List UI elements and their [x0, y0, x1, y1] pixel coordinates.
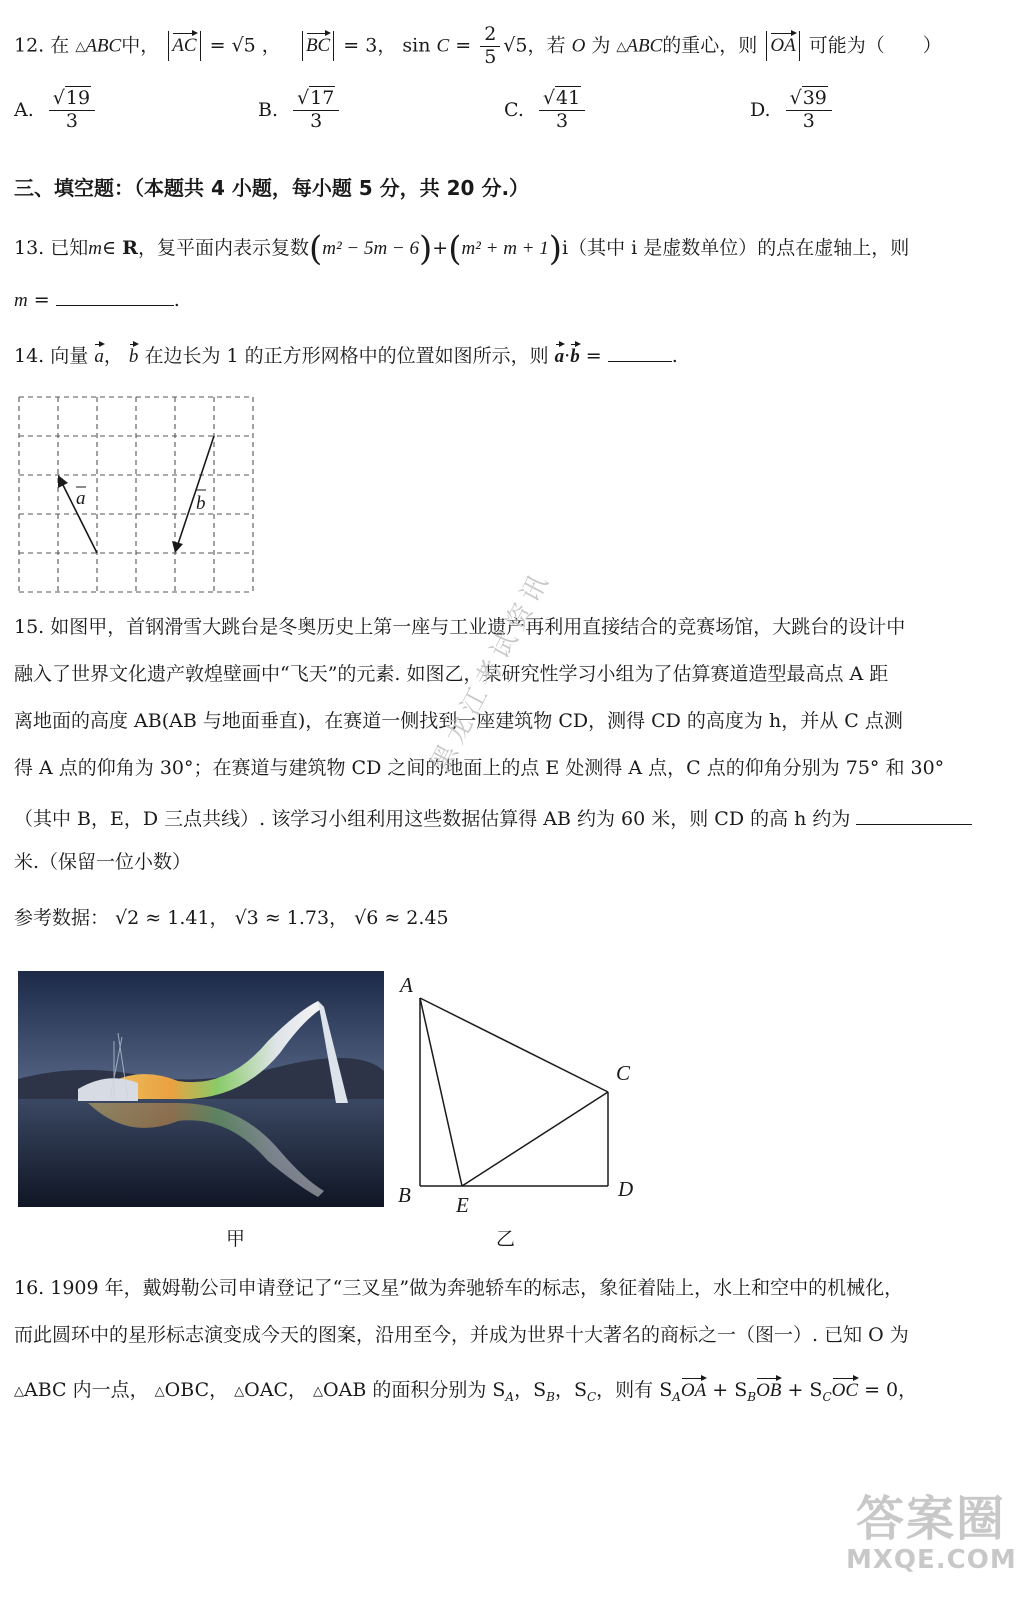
abs-bar — [168, 31, 169, 61]
segment-ec — [462, 1092, 608, 1186]
vector-oa: OA — [680, 1380, 707, 1401]
q16-line-1: 16. 1909 年，戴姆勒公司申请登记了“三叉星”做为奔驰轿车的标志，象征着陆上，水上和空中的机械化， — [14, 1277, 904, 1299]
triangle-symbol: △ — [616, 39, 627, 55]
point-b-label: B — [398, 1183, 411, 1207]
site-logo-watermark — [846, 1480, 1016, 1575]
caption-yi: 乙 — [496, 1228, 516, 1250]
vector-bc: BC — [305, 35, 331, 57]
abs-bar — [302, 31, 303, 61]
abs-bar — [200, 31, 201, 61]
triangle-symbol: △ — [154, 1384, 165, 1399]
triangle-symbol: △ — [14, 1384, 24, 1399]
point-c-label: C — [616, 1061, 631, 1085]
q13-answer-line: m = . — [14, 289, 180, 311]
vector-grid-figure — [18, 396, 256, 594]
ski-jump-photo — [18, 971, 384, 1207]
q16-line-2: 而此圆环中的星形标志演变成今天的图案，沿用至今，并成为世界十大著名的商标之一（图一）. 已知 O 为 — [14, 1324, 909, 1346]
q15-line-3: 离地面的高度 AB(AB 与地面垂直)，在赛道一侧找到一座建筑物 CD，测得 CD 的高度为 h，并从 C 点测 — [14, 710, 903, 732]
vector-a-bold: a — [554, 346, 565, 367]
triangle-diagram — [394, 970, 654, 1218]
vector-a-label: a — [76, 488, 86, 509]
site-url: MXQE.COM — [846, 1545, 1017, 1575]
q16-line-3: △ABC 内一点， △OBC， △OAC， △OAB 的面积分别为 $S_A$，$S_B$，$S_C$，则有 $S_AOA + S_BOB + S_COC = 0$， — [14, 1379, 918, 1404]
point-d-label: D — [618, 1177, 634, 1201]
segment-ac — [420, 998, 608, 1092]
q15-line-2: 融入了世界文化遗产敦煌壁画中“飞天”的元素. 如图乙，某研究性学习小组为了估算赛道造型最高点 A 距 — [14, 663, 889, 685]
caption-jia: 甲 — [226, 1228, 246, 1250]
diagonal-watermark: 黑龙江考试资讯 — [425, 565, 557, 777]
choice-a[interactable]: A. $\frac{√19}{3}$ — [14, 88, 98, 133]
q15-line-4: 得 A 点的仰角为 30°；在赛道与建筑物 CD 之间的地面上的点 E 处测得 A 点，C 点的仰角分别为 75° 和 30° — [14, 757, 945, 779]
choice-c[interactable]: C. $\frac{√41}{3}$ — [504, 88, 588, 133]
vector-b-bold: b — [570, 346, 580, 367]
q15-line-1: 15. 如图甲，首钢滑雪大跳台是冬奥历史上第一座与工业遗产再利用直接结合的竞赛场馆，大跳台的设计中 — [14, 616, 906, 638]
point-e-label: E — [456, 1193, 469, 1217]
abs-bar — [333, 31, 334, 61]
triangle-symbol: △ — [75, 39, 86, 55]
triangle-symbol: △ — [234, 1384, 245, 1399]
answer-blank-14[interactable] — [608, 343, 672, 362]
answer-blank-15[interactable] — [856, 806, 972, 825]
q12-line: 12. 在 △ABC中， AC = √5 ， BC = 3， sin C = $\frac{2}{5}$ √5，若 O 为 △ABC的重心，则 OA 可能为（ ） — [14, 23, 942, 68]
vector-oc: OC — [831, 1380, 859, 1401]
point-a-label: A — [400, 973, 413, 997]
vector-b: b — [128, 346, 139, 367]
q14-line: 14. 向量 a， b 在边长为 1 的正方形网格中的位置如图所示，则 a·b = . — [14, 345, 678, 367]
section-heading: 三、填空题：（本题共 4 小题，每小题 5 分，共 20 分.） — [14, 176, 530, 200]
triangle-symbol: △ — [313, 1384, 324, 1399]
choice-d[interactable]: D. $\frac{√39}{3}$ — [750, 88, 835, 133]
vector-a: a — [94, 346, 104, 367]
vector-ob: OB — [756, 1380, 782, 1401]
q15-line-6: 米.（保留一位小数） — [14, 851, 192, 873]
choice-b[interactable]: B. $\frac{√17}{3}$ — [258, 88, 342, 133]
abs-bar — [799, 31, 800, 61]
vector-oa: OA — [770, 35, 796, 57]
fraction-2-5: $\frac{2}{5}$ — [480, 24, 500, 69]
vector-b-label: b — [196, 493, 206, 514]
abs-bar — [766, 31, 767, 61]
segment-ae — [420, 998, 462, 1186]
q15-reference-data: 参考数据： √2 ≈ 1.41， √3 ≈ 1.73， √6 ≈ 2.45 — [14, 907, 449, 929]
logo-text: 答案圈 — [855, 1491, 1006, 1547]
dashed-grid — [19, 397, 253, 592]
q15-line-5: （其中 B，E，D 三点共线）. 该学习小组利用这些数据估算得 AB 约为 60 米，则 CD 的高 h 约为 — [14, 806, 972, 829]
answer-blank-13[interactable] — [56, 287, 174, 306]
vector-b-arrow — [177, 436, 214, 547]
vector-ac: AC — [172, 35, 197, 57]
vector-b-arrowhead — [172, 541, 183, 553]
q13-line: 13. 已知m∈ R，复平面内表示复数(m² − 5m − 6)+(m² + m + 1)i（其中 i 是虚数单位）的点在虚轴上，则 — [14, 229, 910, 269]
